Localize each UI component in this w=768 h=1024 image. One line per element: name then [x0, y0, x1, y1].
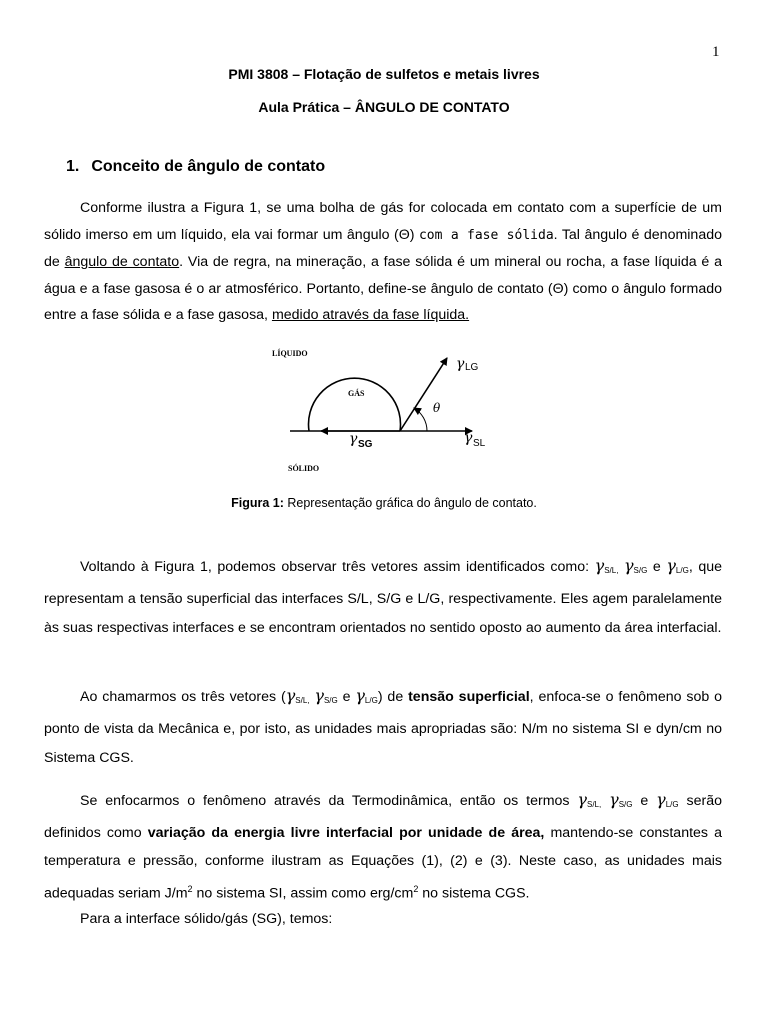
gamma-sl-subscript: SL	[473, 438, 486, 449]
section-heading	[66, 158, 325, 176]
bold-phrase: variação da energia livre interfacial por unidade de área,	[147, 825, 545, 841]
course-title: PMI 3808 – Flotação de sulfetos e metais livres	[228, 66, 540, 82]
gamma-sg-subscript: SG	[358, 439, 373, 450]
paragraph-4: Se enfocarmos o fenômeno através da Termodinâmica, então os termos $\gamma_{S/L,}$ $\gamma_{S/G}$ e $\gamma_{L/G}$ serão definidos como variação da energia livre interfacial por unidade de área, mantendo-se constantes a temperatura e pressão, conforme ilustram as Equações (1), (2) e (3). Neste caso, as unidades mais adequadas seriam $J/m^2$ no sistema SI, assim como erg/$cm^2$ no sistema CGS.	[44, 790, 723, 902]
gamma-lg-symbol: γ	[456, 356, 465, 372]
paragraph-1: Conforme ilustra a Figura 1, se uma bolha de gás for colocada em contato com a superfície de um sólido imerso em um líquido, ela vai formar um ângulo (Θ) com a fase sólida. Tal ângulo é denominado de ângulo de contato. Via de regra, na mineração, a fase sólida é um mineral ou rocha, a fase líquida é a água e a fase gasosa é o ar atmosférico. Portanto, define-se ângulo de contato (Θ) como o ângulo formado entre a fase sólida e a fase gasosa, medido através da fase líquida.	[44, 200, 722, 323]
section-number: 1.	[66, 158, 80, 175]
figure-caption-text: Representação gráfica do ângulo de contato.	[283, 496, 537, 510]
section-title: Conceito de ângulo de contato	[91, 158, 326, 175]
liquid-label: LÍQUIDO	[272, 349, 308, 358]
gamma-lg-arrow	[400, 358, 447, 431]
page-number: 1	[712, 44, 720, 60]
monospace-text: com a fase sólida	[418, 227, 554, 243]
figure-caption-label: Figura 1:	[231, 496, 284, 510]
underlined-phrase: medido através da fase líquida.	[271, 307, 470, 323]
theta-symbol: θ	[433, 401, 441, 415]
theta-arc	[414, 408, 427, 431]
paragraph-3: Ao chamarmos os três vetores ($\gamma_{S/L,}$ $\gamma_{S/G}$ e $\gamma_{L/G}$) de tensão superficial, enfoca-se o fenômeno sob o ponto de vista da Mecânica e, por isto, as unidades mais apropriadas são: N/m no sistema SI e dyn/cm no Sistema CGS.	[44, 686, 723, 766]
solid-label: SÓLIDO	[288, 464, 320, 473]
gas-label: GÁS	[348, 389, 365, 398]
paragraph-2: Voltando à Figura 1, podemos observar três vetores assim identificados como: $\gamma_{S/L,}$ $\gamma_{S/G}$ e $\gamma_{L/G}$, que representam a tensão superficial das interfaces S/L, S/G e L/G, respectivamente. Eles agem paralelamente às suas respectivas interfaces e se encontram orientados no sentido oposto ao aumento da área interfacial.	[44, 556, 722, 636]
lesson-title: Aula Prática – ÂNGULO DE CONTATO	[258, 99, 510, 115]
figure-caption	[0, 496, 768, 510]
gamma-lg-subscript: LG	[465, 362, 479, 373]
gamma-sl-symbol: γ	[464, 430, 473, 446]
gamma-sg-symbol: γ	[349, 431, 358, 447]
paragraph-5: Para a interface sólido/gás (SG), temos:	[80, 911, 333, 927]
contact-angle-figure	[266, 340, 506, 490]
contact-angle-diagram	[266, 340, 506, 490]
bold-term: tensão superficial	[408, 689, 530, 705]
gas-bubble	[309, 378, 401, 431]
underlined-term: ângulo de contato	[64, 254, 180, 270]
